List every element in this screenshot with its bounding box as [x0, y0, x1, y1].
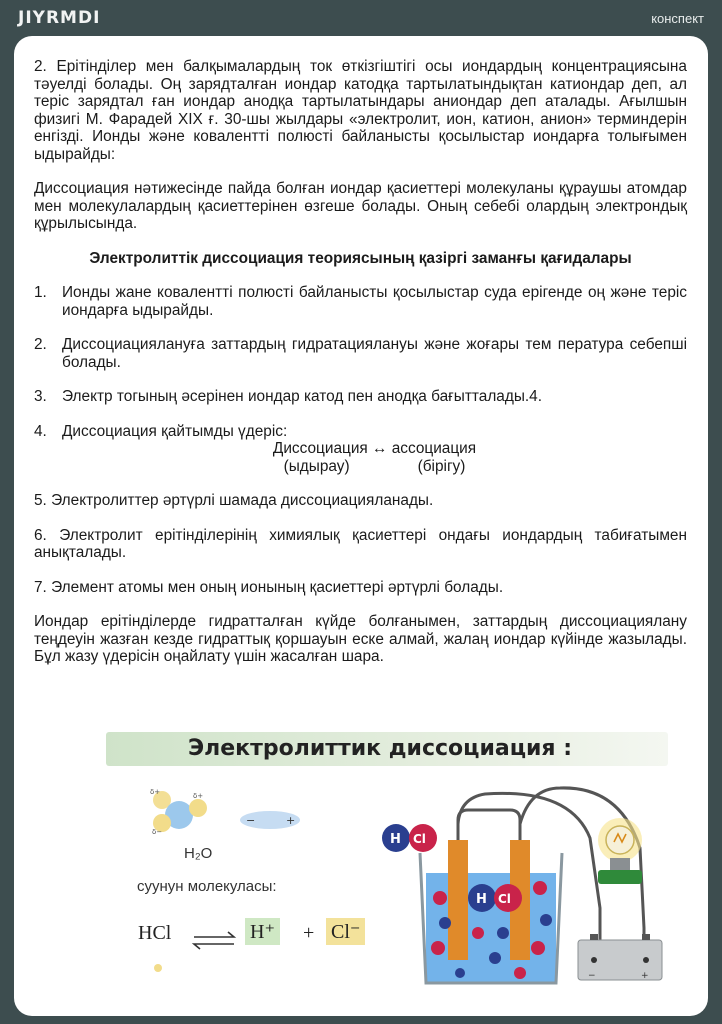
dot-icon [154, 964, 162, 972]
principles-list [34, 284, 687, 475]
water-molecule-icon [150, 788, 207, 836]
document-page [14, 36, 708, 1016]
equation-main: Диссоциация ↔ ассоциация [272, 440, 477, 457]
svg-text:−: − [588, 971, 596, 981]
badge-h-text: H [390, 832, 401, 847]
equation-note-left: (ыдырау) [283, 457, 350, 475]
item-5: 5. Электролиттер әртүрлі шамада диссоциацияланады. [34, 492, 434, 509]
list-item: 3. Электр тогының әсерінен иондар катод пен анодқа бағытталады.4. [34, 388, 543, 405]
equation-cl-ion: Cl⁻ [326, 918, 365, 945]
battery-icon [578, 934, 662, 981]
brand-logo: JIYRMDI [18, 8, 101, 28]
svg-text:−: − [246, 814, 256, 827]
equation-hcl: HCl [138, 922, 172, 944]
top-bar [0, 0, 722, 36]
svg-text:+: + [641, 971, 649, 981]
ion-cl-text: Cl [498, 892, 511, 906]
equilibrium-equation [62, 440, 687, 475]
water-dipole-icon [240, 811, 300, 829]
dissociation-figure [100, 728, 680, 988]
list-item: 1. Ионды жане ковалентті полюсті байланысты қосылыстар суда ерігенде оң және теріс иондарға ыдырайды. [34, 284, 687, 319]
section-heading: Электролиттік диссоциация теориясының қазіргі заманғы қағидалары [89, 249, 632, 267]
molecule-caption: суунун молекуласы: [137, 878, 277, 895]
list-item: 2. Диссоциациялануға заттардың гидратациялануы және жоғары тем пература себепші болады. [34, 336, 687, 371]
equation-h-ion: H⁺ [245, 918, 280, 945]
equilibrium-arrows-icon [194, 932, 234, 949]
hcl-molecule-icon [382, 824, 437, 852]
paragraph-conductivity: 2. Ерітінділер мен балқымалардың ток өткізгіштігі осы иондардың концентрациясына тәуелді болады. Оң зарядталған иондар катодқа тартылатындықтан катиондар деп, ал теріс зарядтал ған иондар анодқа тартылатындары аниондар деп аталады. Ағылшын физигі М. Фарадей XIX ғ. 30-шы жылдары «электролит, ион, катион, анион» терминдерін енгізді. Ионды және ковалентті полюсті байланысты қосылыстар иондарға толығымен ыдырайды: [34, 58, 687, 163]
paragraph-hydration: Иондар ерітінділерде гидратталған күйде болғанымен, заттардың диссоциациялану теңдеуін жазған кезде гидраттық қоршауын еске алмай, жалаң иондар күйінде жазылады. Бұл жазу үдерісін оңайлату үшін жасалған шара. [34, 613, 687, 665]
paragraph-ion-properties: Диссоциация нәтижесінде пайда болған иондар қасиеттері молекуланы құраушы атомдар мен молекулалардың қасиеттерінен өзгеше болады. Оның себебі олардың электрондық құрылысында. [34, 180, 687, 232]
item-6: 6. Электролит ерітінділерінің химиялық қасиеттері ондағы иондардың табиғатымен анықталады. [34, 526, 687, 561]
section-label: конспект [651, 11, 704, 26]
light-bulb-icon [598, 818, 642, 884]
item-7: 7. Элемент атомы мен оның ионының қасиеттері әртүрлі болады. [34, 578, 504, 596]
ion-h-text: H [476, 892, 487, 907]
equation-note-right: (бірігу) [417, 457, 466, 475]
svg-text:δ+: δ+ [193, 792, 204, 800]
badge-cl-text: Cl [413, 832, 426, 846]
svg-text:+: + [286, 814, 296, 827]
svg-text:δ−: δ− [152, 828, 163, 836]
svg-text:δ+: δ+ [150, 788, 161, 796]
document-content [34, 58, 687, 683]
equation-plus: + [303, 922, 315, 944]
figure-title: Электролиттик диссоциация : [106, 732, 668, 766]
h2o-label: H₂O [184, 845, 213, 862]
list-item: 4. Диссоциация қайтымды үдеріс: Диссоциация ↔ ассоциация (ыдырау) (бірігу) [34, 423, 687, 476]
